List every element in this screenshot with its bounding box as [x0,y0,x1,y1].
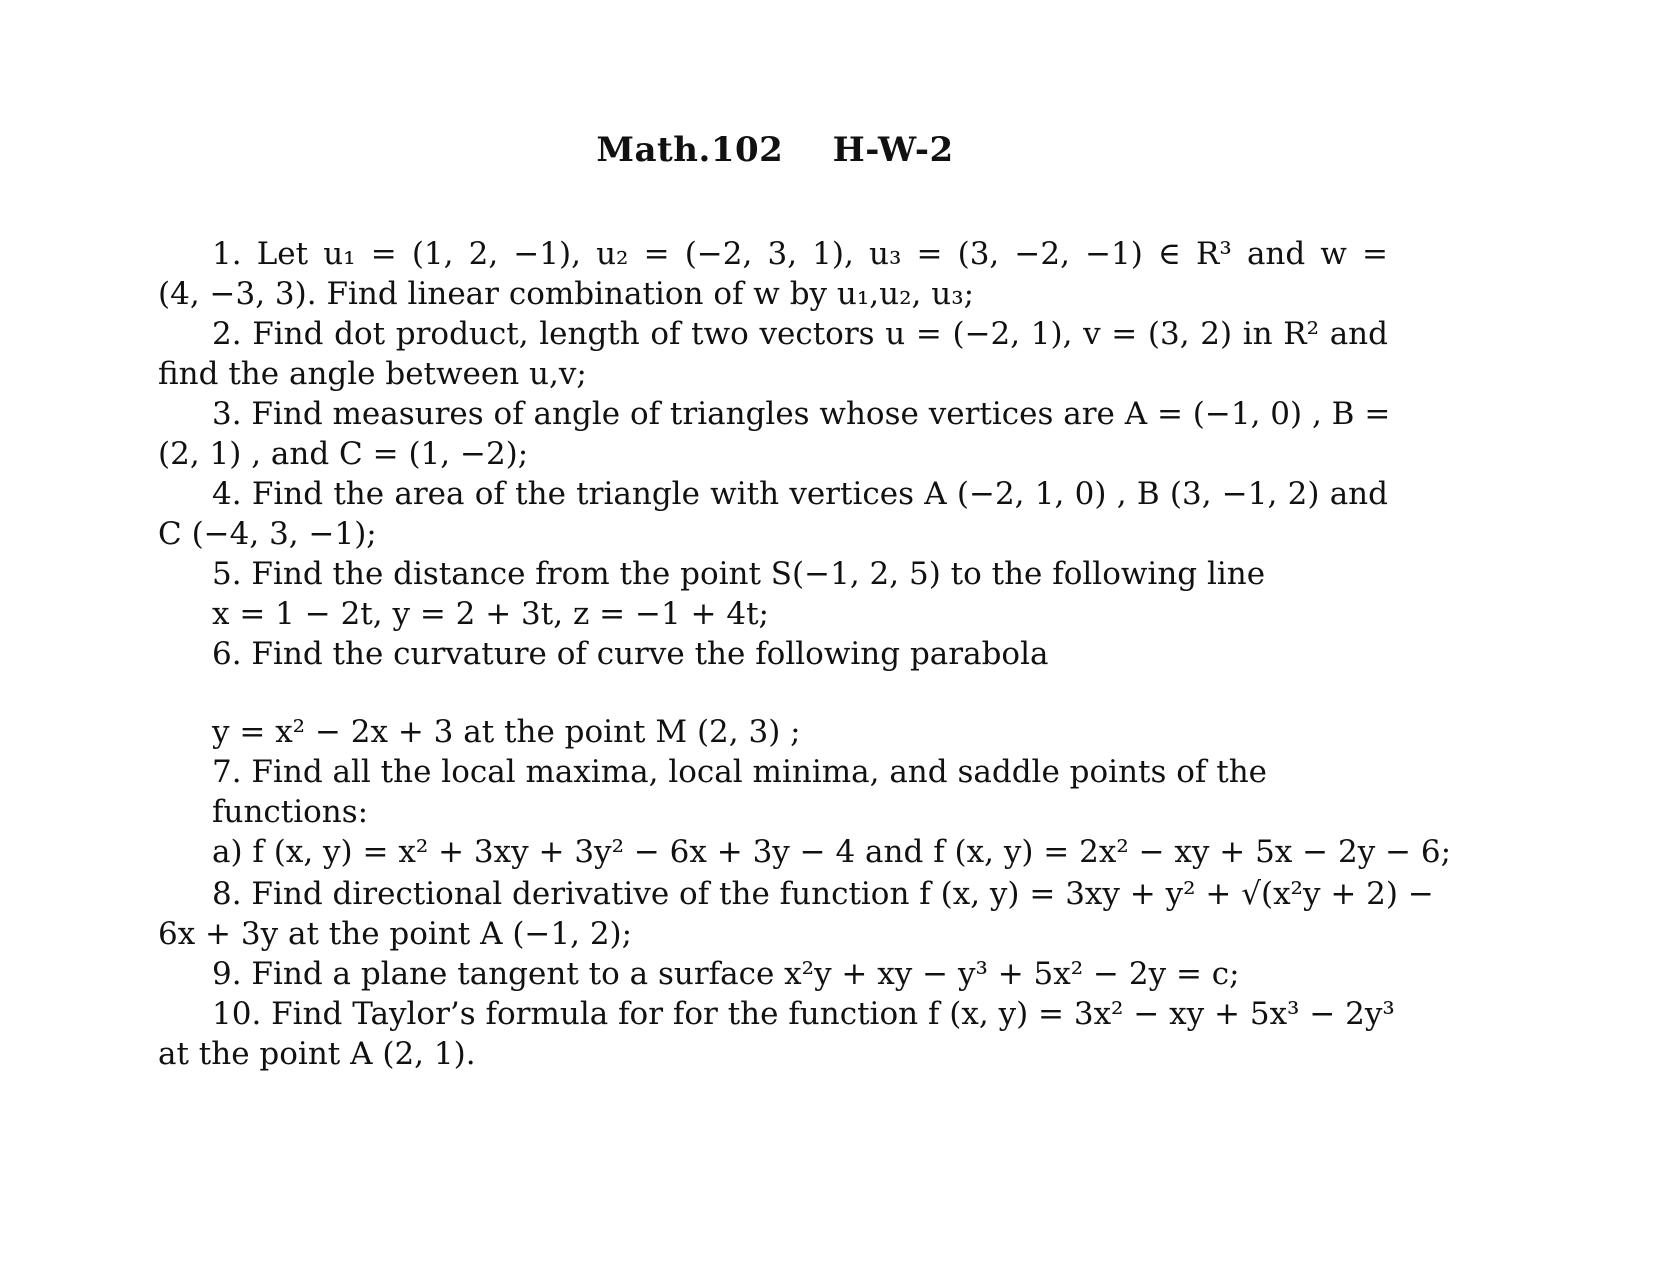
problem-7-line-2: functions: [212,794,369,830]
problem-3-line-1: 3. Find measures of angle of triangles whose vertices are A = (−1, 0) , B = [212,396,1391,432]
problem-9-line-1: 9. Find a plane tangent to a surface x²y + xy − y³ + 5x² − 2y = c; [212,956,1240,992]
problem-3-line-2: (2, 1) , and C = (1, −2); [158,436,529,472]
problem-1-line-2: (4, −3, 3). Find linear combination of w by u₁,u₂, u₃; [158,276,975,312]
problem-5-line-2: x = 1 − 2t, y = 2 + 3t, z = −1 + 4t; [212,596,769,632]
problem-5-line-1: 5. Find the distance from the point S(−1, 2, 5) to the following line [212,556,1266,592]
problem-2-line-2: find the angle between u,v; [158,356,587,392]
problem-7-line-3: a) f (x, y) = x² + 3xy + 3y² − 6x + 3y − 4 and f (x, y) = 2x² − xy + 5x − 2y − 6; [212,834,1452,870]
problem-4-line-1: 4. Find the area of the triangle with vertices A (−2, 1, 0) , B (3, −1, 2) and [212,476,1388,512]
problem-8-line-2: 6x + 3y at the point A (−1, 2); [158,916,633,952]
problem-8-line-1: 8. Find directional derivative of the function f (x, y) = 3xy + y² + √(x²y + 2) − [212,876,1434,912]
problem-10-line-2: at the point A (2, 1). [158,1036,476,1072]
problem-4-line-2: C (−4, 3, −1); [158,516,377,552]
problem-7-line-1: 7. Find all the local maxima, local minima, and saddle points of the [212,754,1268,790]
problem-1-line-1: 1. Let u₁ = (1, 2, −1), u₂ = (−2, 3, 1), u₃ = (3, −2, −1) ∈ R³ and w = [212,236,1388,272]
problem-6-line-1: 6. Find the curvature of curve the following parabola [212,636,1049,672]
problem-10-line-1: 10. Find Taylor’s formula for for the function f (x, y) = 3x² − xy + 5x³ − 2y³ [212,996,1395,1032]
problem-2-line-1: 2. Find dot product, length of two vectors u = (−2, 1), v = (3, 2) in R² and [212,316,1388,352]
page-title: Math.102 H-W-2 [596,130,954,170]
problem-6-line-2: y = x² − 2x + 3 at the point M (2, 3) ; [212,714,801,750]
